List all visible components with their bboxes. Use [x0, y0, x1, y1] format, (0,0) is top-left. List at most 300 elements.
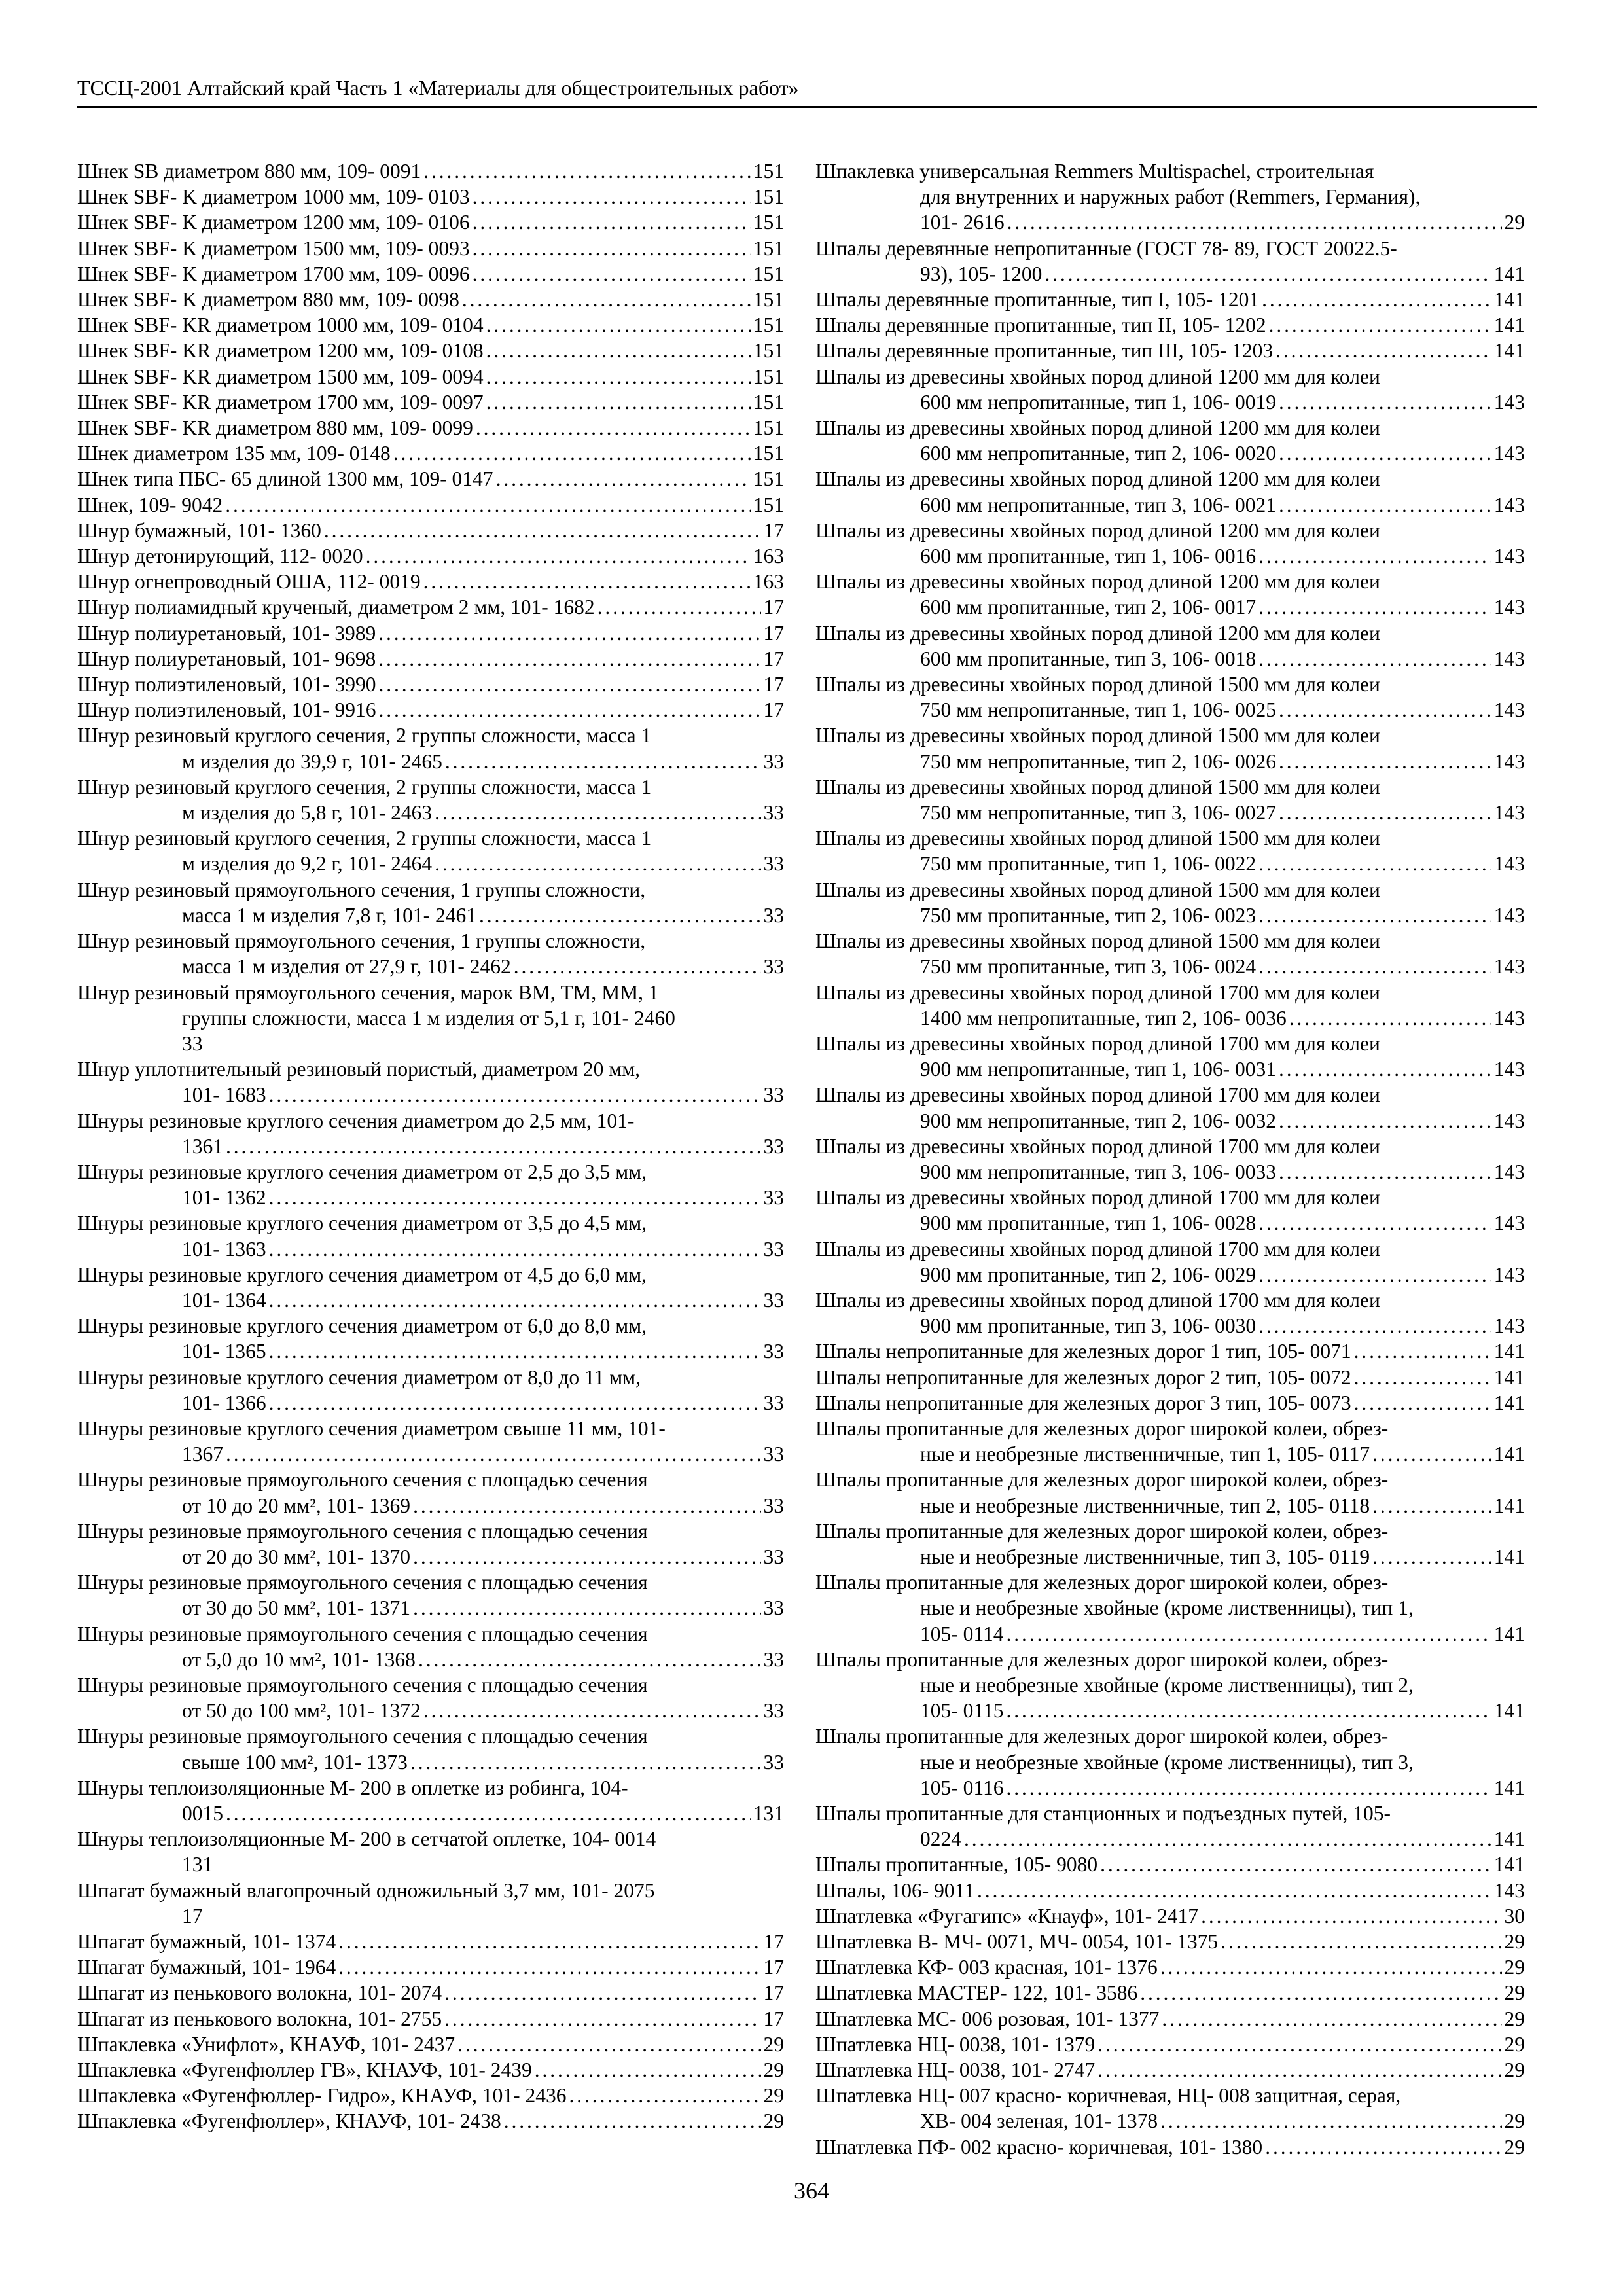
leader-dots: [378, 620, 760, 646]
leader-dots: [1279, 800, 1491, 825]
index-entry-text: ные и необрезные лиственничные, тип 2, 105- 0118: [920, 1494, 1370, 1517]
index-entry-line: [77, 1903, 784, 1929]
index-page-ref: 163: [753, 570, 784, 594]
index-entry-line: [77, 980, 784, 1005]
index-page-ref: 33: [763, 1647, 784, 1671]
index-entry-line: [815, 1518, 1525, 1544]
index-entry: [815, 338, 1525, 363]
index-entry-line: [815, 2057, 1525, 2083]
index-entry-line: [77, 1287, 784, 1313]
index-page-ref: 151: [753, 288, 784, 312]
index-entry-line: [815, 1467, 1525, 1492]
index-page-ref: 33: [763, 1391, 784, 1414]
index-entry-line: [815, 569, 1525, 594]
index-entry-text: от 10 до 20 мм², 101- 1369: [182, 1494, 411, 1517]
index-entry-text: 600 мм пропитанные, тип 1, 106- 0016: [920, 545, 1257, 568]
index-entry-text: Шпалы из древесины хвойных пород длиной 1200 мм для колеи: [815, 621, 1380, 645]
index-page-ref: 17: [763, 621, 784, 645]
index-entry-text: Шпалы из древесины хвойных пород длиной 1200 мм для колеи: [815, 518, 1380, 542]
page-header: ТССЦ-2001 Алтайский край Часть 1 «Материалы для общестроительных работ»: [77, 73, 1537, 108]
index-page-ref: 33: [763, 852, 784, 876]
index-entry-text: м изделия до 39,9 г, 101- 2465: [182, 749, 442, 773]
leader-dots: [413, 1493, 760, 1518]
index-entry-line: [815, 543, 1525, 569]
index-page-ref: 33: [763, 1750, 784, 1774]
index-page-ref: 143: [1493, 749, 1525, 773]
index-entry: [815, 1416, 1525, 1467]
leader-dots: [1289, 1005, 1491, 1031]
index-page-ref: 143: [1493, 1006, 1525, 1030]
index-entry-line: [77, 261, 784, 287]
index-entry-line: [815, 1210, 1525, 1236]
index-page-ref: 143: [1493, 698, 1525, 722]
index-entry-text: 101- 1364: [182, 1288, 266, 1312]
index-entry: [815, 1929, 1525, 1954]
index-entry-text: Шнур резиновый прямоугольного сечения, 1 группы сложности,: [77, 929, 646, 953]
leader-dots: [1265, 2134, 1501, 2160]
index-entry-line: [77, 1929, 784, 1954]
index-entry-line: [77, 1313, 784, 1338]
index-entry-text: 93), 105- 1200: [920, 262, 1043, 285]
index-entry-text: Шнур уплотнительный резиновый пористый, диаметром 20 мм,: [77, 1058, 641, 1081]
index-page-ref: 143: [1493, 442, 1525, 465]
index-entry-line: [815, 646, 1525, 672]
index-entry-line: [815, 774, 1525, 800]
index-entry-line: [77, 2057, 784, 2083]
index-entry-text: 101- 1363: [182, 1237, 266, 1261]
index-entry-text: 600 мм непропитанные, тип 1, 106- 0019: [920, 390, 1276, 414]
index-page-ref: 29: [1504, 2032, 1525, 2056]
leader-dots: [338, 1929, 760, 1954]
index-entry-line: [815, 492, 1525, 518]
index-page-ref: 143: [1493, 1878, 1525, 1902]
index-entry-text: Шнур резиновый круглого сечения, 2 группы сложности, масса 1: [77, 827, 652, 850]
leader-dots: [1262, 287, 1491, 312]
index-entry: [815, 1878, 1525, 1903]
index-entry-line: [815, 1262, 1525, 1287]
index-page-ref: 151: [753, 493, 784, 516]
index-entry-line: [815, 1878, 1525, 1903]
index-entry-line: [77, 2006, 784, 2032]
leader-dots: [1354, 1365, 1491, 1390]
index-entry-text: Шпалы пропитанные для железных дорог широкой колеи, обрез-: [815, 1519, 1389, 1543]
index-entry-text: Шнур резиновый прямоугольного сечения, марок ВМ, ТМ, ММ, 1: [77, 980, 659, 1004]
index-entry-line: [77, 338, 784, 363]
index-entry-line: [815, 903, 1525, 928]
index-entry: [815, 774, 1525, 825]
index-column-left: [77, 158, 784, 2134]
index-entry-line: [77, 1365, 784, 1390]
index-entry-text: Шпалы пропитанные для железных дорог широкой колеи, обрез-: [815, 1416, 1389, 1440]
index-entry-line: [77, 1005, 784, 1031]
leader-dots: [1007, 209, 1502, 235]
index-entry-line: [815, 749, 1525, 774]
index-entry-line: [77, 1595, 784, 1621]
index-page-ref: 29: [1504, 2058, 1525, 2082]
index-entry-text: 101- 2616: [920, 211, 1005, 234]
index-entry-line: [77, 672, 784, 697]
leader-dots: [423, 569, 751, 594]
index-entry: [77, 158, 784, 184]
leader-dots: [1269, 312, 1491, 338]
index-entry-text: 600 мм пропитанные, тип 2, 106- 0017: [920, 596, 1257, 619]
index-entry-text: 900 мм пропитанные, тип 2, 106- 0029: [920, 1263, 1257, 1286]
leader-dots: [444, 1980, 760, 2005]
index-entry-line: [815, 338, 1525, 363]
index-entry: [815, 723, 1525, 774]
leader-dots: [338, 1954, 760, 1980]
index-entry-text: Шнур резиновый прямоугольного сечения, 1 группы сложности,: [77, 878, 646, 901]
index-entry-line: [77, 1723, 784, 1749]
index-entry-line: [77, 569, 784, 594]
leader-dots: [1006, 1775, 1491, 1801]
index-entry-line: [77, 749, 784, 774]
index-entry-text: ные и необрезные лиственничные, тип 1, 105- 0117: [920, 1443, 1370, 1466]
leader-dots: [1258, 954, 1491, 979]
index-entry: [815, 1082, 1525, 1133]
index-entry-text: Шпалы из древесины хвойных пород длиной 1700 мм для колеи: [815, 1288, 1380, 1312]
index-entry-line: [815, 800, 1525, 825]
index-entry: [815, 1134, 1525, 1185]
leader-dots: [1201, 1903, 1501, 1929]
index-entry-line: [77, 1493, 784, 1518]
index-entry: [815, 2057, 1525, 2083]
index-page-ref: 141: [1493, 1443, 1525, 1466]
index-page-ref: 141: [1493, 1776, 1525, 1799]
index-entry: [815, 1365, 1525, 1390]
index-entry: [815, 312, 1525, 338]
index-page-ref: 141: [1493, 314, 1525, 337]
index-entry-line: [77, 1236, 784, 1262]
index-entry-line: [77, 1338, 784, 1364]
index-entry-text: Шнек типа ПБС- 65 длиной 1300 мм, 109- 0147: [77, 467, 493, 491]
index-page-ref: 33: [763, 1596, 784, 1620]
index-page-ref: 151: [753, 467, 784, 491]
index-entry-line: [815, 440, 1525, 466]
index-entry-text: Шнур полиамидный крученый, диаметром 2 мм, 101- 1682: [77, 596, 595, 619]
index-entry: [77, 1723, 784, 1774]
index-entry-line: [77, 1826, 784, 1852]
index-page-ref: 141: [1493, 288, 1525, 312]
index-entry: [77, 1621, 784, 1672]
index-entry-text: Шнек диаметром 135 мм, 109- 0148: [77, 442, 391, 465]
index-entry-text: Шпалы из древесины хвойных пород длиной 1500 мм для колеи: [815, 775, 1380, 798]
index-page-ref: 33: [763, 1237, 784, 1261]
leader-dots: [462, 287, 751, 312]
leader-dots: [1258, 1262, 1491, 1287]
index-entry: [77, 825, 784, 876]
index-entry: [815, 1903, 1525, 1929]
index-page-ref: 17: [763, 1981, 784, 2005]
index-page-ref: 141: [1493, 339, 1525, 363]
index-page-ref: 143: [1493, 545, 1525, 568]
index-entry-line: [815, 2108, 1525, 2134]
leader-dots: [1279, 492, 1491, 518]
index-entry-line: [77, 158, 784, 184]
leader-dots: [1354, 1338, 1491, 1364]
leader-dots: [486, 364, 751, 389]
leader-dots: [324, 518, 761, 543]
leader-dots: [1044, 261, 1491, 287]
index-entry-text: Шпалы из древесины хвойных пород длиной 1700 мм для колеи: [815, 1186, 1380, 1210]
leader-dots: [1279, 697, 1491, 723]
index-entry-text: м изделия до 9,2 г, 101- 2464: [182, 852, 433, 876]
index-entry-line: [815, 2032, 1525, 2057]
index-page-ref: 143: [1493, 1109, 1525, 1132]
index-entry-line: [77, 543, 784, 569]
index-entry-text: 105- 0116: [920, 1776, 1004, 1799]
index-entry: [815, 1852, 1525, 1877]
index-entry: [77, 1929, 784, 1954]
index-entry-line: [815, 184, 1525, 209]
index-entry-text: Шпагат из пенькового волокна, 101- 2074: [77, 1981, 442, 2005]
index-entry-text: ХВ- 004 зеленая, 101- 1378: [920, 2109, 1158, 2133]
index-entry-text: Шпаклевка универсальная Remmers Multispachel, строительная: [815, 160, 1374, 183]
index-page-ref: 29: [763, 2032, 784, 2056]
index-entry-text: Шнуры резиновые круглого сечения диаметром от 3,5 до 4,5 мм,: [77, 1211, 647, 1235]
index-entry-line: [815, 1954, 1525, 1980]
index-entry: [77, 877, 784, 928]
index-entry-line: [77, 928, 784, 954]
index-entry-line: [815, 2134, 1525, 2160]
index-entry-text: Шпатлевка НЦ- 0038, 101- 1379: [815, 2032, 1096, 2056]
index-entry: [77, 364, 784, 389]
index-entry-text: Шпалы деревянные непропитанные (ГОСТ 78- 89, ГОСТ 20022.5-: [815, 236, 1397, 260]
index-entry-line: [815, 1416, 1525, 1441]
index-entry: [77, 1210, 784, 1261]
index-entry: [77, 2108, 784, 2134]
index-entry: [815, 415, 1525, 466]
index-entry: [815, 1031, 1525, 1082]
index-entry-line: [77, 1185, 784, 1210]
leader-dots: [1258, 1313, 1491, 1338]
index-entry-text: Шпалы из древесины хвойных пород длиной 1200 мм для колеи: [815, 365, 1380, 388]
leader-dots: [514, 954, 761, 979]
index-entry-text: Шпалы из древесины хвойных пород длиной 1200 мм для колеи: [815, 570, 1380, 594]
index-entry-text: группы сложности, масса 1 м изделия от 5,1 г, 101- 2460: [182, 1006, 675, 1030]
index-entry: [815, 928, 1525, 979]
index-entry-line: [815, 364, 1525, 389]
index-entry-text: Шпаклевка «Фугенфюллер», КНАУФ, 101- 2438: [77, 2109, 501, 2133]
index-entry-text: Шпагат бумажный влагопрочный одножильный 3,7 мм, 101- 2075: [77, 1878, 655, 1902]
index-page-ref: 33: [763, 1134, 784, 1158]
index-entry: [815, 1338, 1525, 1364]
index-page-ref: 17: [763, 2007, 784, 2030]
index-entry-line: [77, 518, 784, 543]
index-entry: [77, 1518, 784, 1570]
leader-dots: [435, 800, 760, 825]
index-entry-text: Шпатлевка НЦ- 0038, 101- 2747: [815, 2058, 1096, 2082]
index-entry: [77, 1672, 784, 1723]
index-entry-line: [77, 1441, 784, 1467]
index-entry-text: ные и необрезные хвойные (кроме лиственницы), тип 2,: [920, 1673, 1414, 1696]
leader-dots: [269, 1390, 761, 1416]
index-entry-text: Шнур резиновый круглого сечения, 2 группы сложности, масса 1: [77, 724, 652, 747]
index-entry-line: [815, 1185, 1525, 1210]
index-entry: [815, 1287, 1525, 1338]
index-entry: [77, 928, 784, 979]
index-page-ref: 33: [182, 1031, 203, 1055]
index-page-ref: 33: [763, 1083, 784, 1107]
index-entry: [815, 518, 1525, 569]
index-entry-line: [77, 287, 784, 312]
leader-dots: [1160, 2108, 1501, 2134]
leader-dots: [1258, 646, 1491, 672]
index-page-ref: 33: [763, 1288, 784, 1312]
index-entry-text: Шпаклевка «Фугенфюллер- Гидро», КНАУФ, 101- 2436: [77, 2084, 567, 2108]
index-page-ref: 17: [182, 1904, 203, 1928]
index-entry-text: Шпатлевка МАСТЕР- 122, 101- 3586: [815, 1981, 1138, 2005]
index-entry-line: [815, 209, 1525, 235]
index-entry-line: [815, 1313, 1525, 1338]
index-entry-text: от 30 до 50 мм², 101- 1371: [182, 1596, 411, 1620]
index-entry-line: [815, 1621, 1525, 1647]
index-entry-text: Шнек SBF- KR диаметром 880 мм, 109- 0099: [77, 416, 473, 440]
index-entry-line: [77, 1980, 784, 2005]
index-entry-text: Шпалы из древесины хвойных пород длиной 1500 мм для колеи: [815, 673, 1380, 696]
index-entry-line: [815, 1236, 1525, 1262]
index-page-ref: 29: [1504, 1956, 1525, 1979]
index-entry-text: Шнур огнепроводный ОША, 112- 0019: [77, 570, 421, 594]
index-entry: [77, 620, 784, 646]
leader-dots: [1279, 389, 1491, 415]
index-entry-line: [815, 851, 1525, 876]
index-page-ref: 17: [763, 1930, 784, 1954]
index-entry-text: 750 мм непропитанные, тип 2, 106- 0026: [920, 749, 1276, 773]
index-page-ref: 141: [1493, 1340, 1525, 1363]
index-entry-line: [77, 825, 784, 851]
index-entry-line: [815, 1826, 1525, 1852]
index-entry-line: [815, 877, 1525, 903]
leader-dots: [413, 1544, 760, 1570]
index-entry-text: 750 мм пропитанные, тип 2, 106- 0023: [920, 903, 1257, 927]
index-page-ref: 143: [1493, 1263, 1525, 1286]
leader-dots: [269, 1236, 761, 1262]
index-entry-text: Шнек SBF- K диаметром 1500 мм, 109- 0093: [77, 236, 470, 260]
index-entry-line: [77, 646, 784, 672]
index-entry-line: [815, 1108, 1525, 1134]
index-entry-text: Шнуры резиновые прямоугольного сечения с площадью сечения: [77, 1725, 648, 1748]
index-entry-line: [77, 774, 784, 800]
index-entry: [77, 1262, 784, 1313]
index-entry: [815, 620, 1525, 672]
index-entry-line: [77, 1801, 784, 1826]
index-entry-text: 101- 1366: [182, 1391, 266, 1414]
leader-dots: [977, 1878, 1491, 1903]
index-entry-text: масса 1 м изделия 7,8 г, 101- 2461: [182, 903, 476, 927]
leader-dots: [418, 1647, 761, 1672]
index-entry: [815, 364, 1525, 415]
leader-dots: [423, 158, 751, 184]
index-entry-line: [77, 1467, 784, 1492]
index-entry-line: [815, 1365, 1525, 1390]
index-entry-text: Шнек SBF- K диаметром 1000 мм, 109- 0103: [77, 185, 470, 209]
index-entry: [77, 569, 784, 594]
index-entry: [815, 980, 1525, 1031]
index-entry: [815, 1390, 1525, 1416]
index-entry-line: [77, 1954, 784, 1980]
index-page-ref: 151: [753, 365, 784, 388]
index-entry-text: Шнуры резиновые круглого сечения диаметром от 6,0 до 8,0 мм,: [77, 1314, 647, 1338]
index-entry: [77, 1878, 784, 1929]
index-entry-text: 0015: [182, 1802, 223, 1825]
index-entry-line: [815, 236, 1525, 261]
index-entry: [815, 466, 1525, 517]
index-entry: [815, 2006, 1525, 2032]
index-entry: [815, 877, 1525, 928]
leader-dots: [1372, 1493, 1491, 1518]
index-page-ref: 143: [1493, 955, 1525, 978]
index-entry-text: Шпалы из древесины хвойных пород длиной 1500 мм для колеи: [815, 827, 1380, 850]
index-entry-text: Шпалы из древесины хвойных пород длиной 1700 мм для колеи: [815, 1083, 1380, 1107]
index-entry-text: 101- 1683: [182, 1083, 266, 1107]
index-entry-text: 105- 0115: [920, 1699, 1004, 1723]
index-entry: [77, 440, 784, 466]
index-page-ref: 29: [1504, 1930, 1525, 1954]
index-page-ref: 143: [1493, 903, 1525, 927]
index-entry-text: Шпатлевка КФ- 003 красная, 101- 1376: [815, 1956, 1158, 1979]
index-entry-line: [815, 1903, 1525, 1929]
index-page-ref: 33: [763, 1545, 784, 1568]
index-entry: [77, 2057, 784, 2083]
index-entry-text: для внутренних и наружных работ (Remmers, Германия),: [920, 185, 1421, 209]
index-page-ref: 29: [1504, 2135, 1525, 2159]
index-entry-text: Шнуры резиновые круглого сечения диаметром свыше 11 мм, 101-: [77, 1416, 666, 1440]
index-entry: [77, 697, 784, 723]
index-entry: [77, 1108, 784, 1159]
index-entry: [77, 466, 784, 492]
leader-dots: [379, 697, 761, 723]
index-entry-line: [815, 672, 1525, 697]
index-entry: [77, 312, 784, 338]
index-entry-text: Шпалы из древесины хвойных пород длиной 1200 мм для колеи: [815, 467, 1380, 491]
index-entry-line: [815, 1390, 1525, 1416]
index-page-ref: 143: [1493, 647, 1525, 670]
leader-dots: [226, 1441, 761, 1467]
index-page-ref: 33: [763, 1340, 784, 1363]
index-entry-line: [77, 877, 784, 903]
index-entry-text: Шпалы пропитанные, 105- 9080: [815, 1853, 1098, 1876]
index-entry-line: [815, 1647, 1525, 1672]
index-page-ref: 33: [763, 1443, 784, 1466]
index-page-ref: 151: [753, 211, 784, 234]
index-page-ref: 151: [753, 314, 784, 337]
index-entry-text: 900 мм пропитанные, тип 3, 106- 0030: [920, 1314, 1257, 1338]
index-entry-line: [815, 466, 1525, 492]
index-entry-text: 600 мм непропитанные, тип 2, 106- 0020: [920, 442, 1276, 465]
index-page-ref: 131: [182, 1853, 213, 1876]
index-entry: [77, 1826, 784, 1877]
index-entry-text: Шпалы из древесины хвойных пород длиной 1700 мм для колеи: [815, 1134, 1380, 1158]
index-entry-text: 1367: [182, 1443, 223, 1466]
leader-dots: [410, 1749, 761, 1775]
index-entry-text: Шпалы пропитанные для станционных и подъездных путей, 105-: [815, 1802, 1391, 1825]
index-entry-line: [815, 1134, 1525, 1159]
index-entry-text: Шпалы из древесины хвойных пород длиной 1700 мм для колеи: [815, 980, 1380, 1004]
index-entry: [815, 2134, 1525, 2160]
index-entry: [77, 1775, 784, 1826]
leader-dots: [1100, 1852, 1491, 1877]
index-entry-line: [815, 1980, 1525, 2005]
index-page-ref: 17: [763, 596, 784, 619]
index-entry-line: [77, 697, 784, 723]
index-entry-text: Шнек SBF- KR диаметром 1000 мм, 109- 0104: [77, 314, 484, 337]
index-entry: [77, 287, 784, 312]
index-entry: [815, 1185, 1525, 1236]
index-entry-text: 750 мм пропитанные, тип 1, 106- 0022: [920, 852, 1257, 876]
index-entry-text: Шпалы пропитанные для железных дорог широкой колеи, обрез-: [815, 1468, 1389, 1492]
index-page-ref: 141: [1493, 1365, 1525, 1389]
